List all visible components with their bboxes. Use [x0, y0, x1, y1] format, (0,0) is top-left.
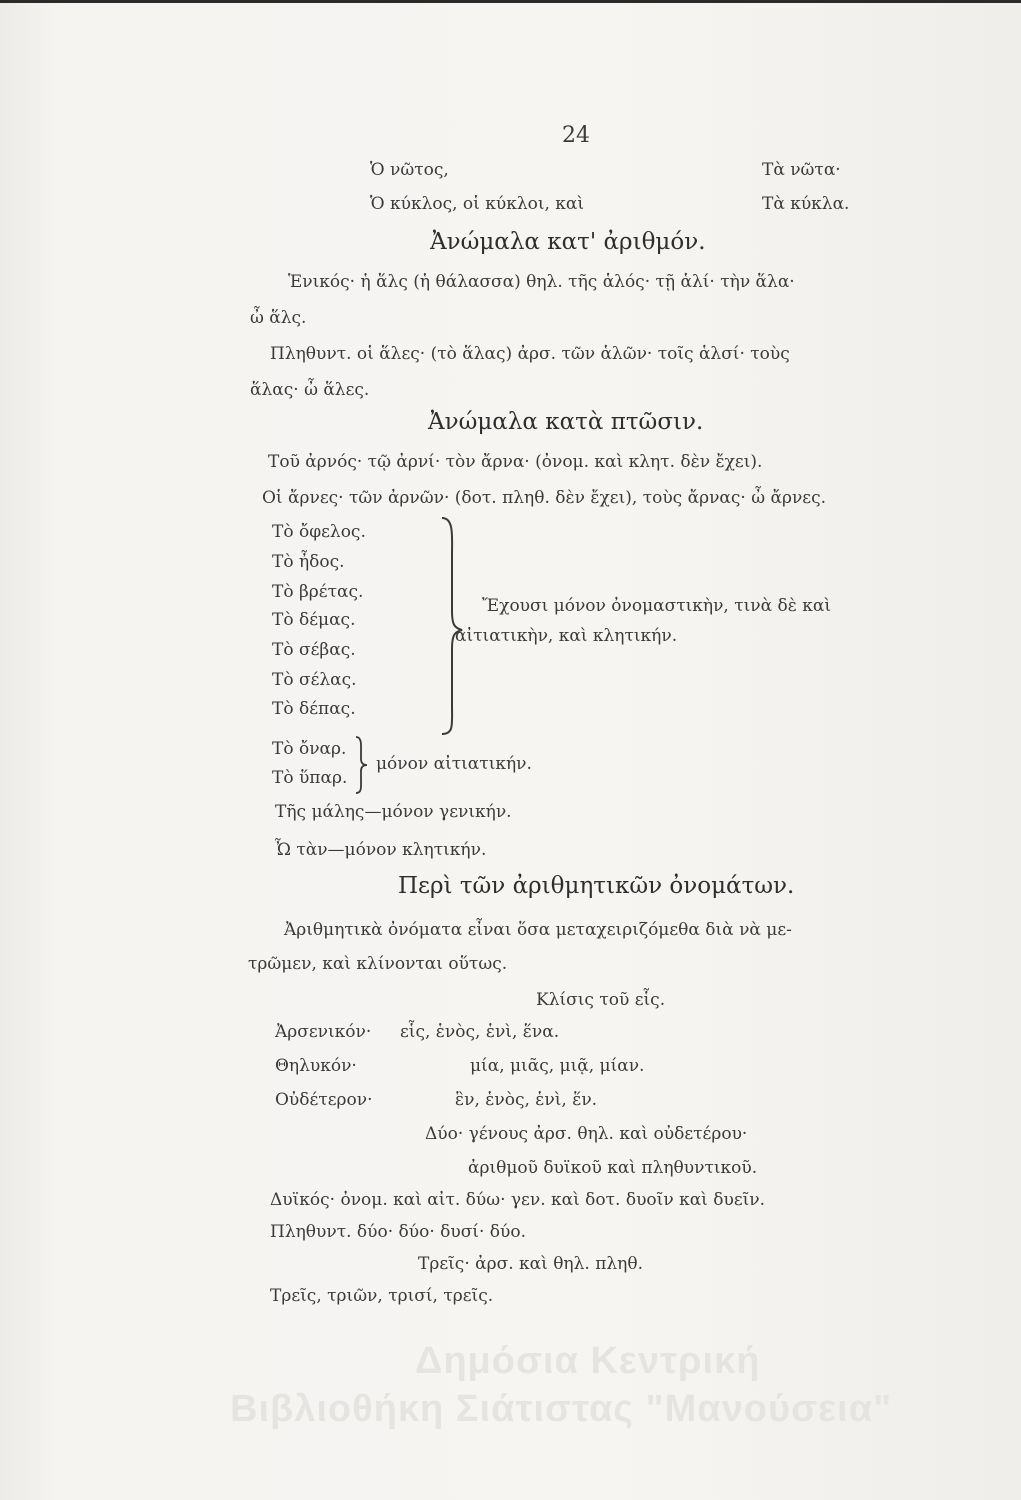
decl-forms-arsenikon: εἷς, ἑνὸς, ἑνὶ, ἕνα.: [400, 1022, 560, 1042]
group1-word: Τὸ σέλας.: [272, 670, 357, 690]
watermark-line-2: Βιβλιοθήκη Σιάτιστας "Μανούσεια": [230, 1388, 893, 1430]
heading-anomala-arithmon: Ἀνώμαλα κατ' ἀριθμόν.: [430, 229, 706, 255]
heading-anomala-ptosin: Ἀνώμαλα κατὰ πτῶσιν.: [428, 409, 704, 435]
line-malis: Τῆς μάλης—μόνον γενικήν.: [275, 802, 512, 822]
group2-note: μόνον αἰτιατικήν.: [376, 754, 532, 774]
group1-note-line-1: Ἔχουσι μόνον ὀνομαστικὴν, τινὰ δὲ καὶ: [482, 596, 832, 616]
group2-word: Τὸ ὕπαρ.: [272, 768, 348, 788]
paragraph-plithynt-line-1: Πληθυντ. οἱ ἅλες· (τὸ ἅλας) ἀρσ. τῶν ἁλῶν· τοῖς ἁλσί· τοὺς: [270, 344, 790, 364]
group1-word: Τὸ ἦδος.: [272, 552, 345, 572]
heading-arithmitikon: Περὶ τῶν ἀριθμητικῶν ὀνομάτων.: [398, 873, 795, 899]
decl-label-oudeteron: Οὐδέτερον·: [275, 1090, 373, 1110]
page-number: 24: [562, 123, 590, 148]
line-tan: Ὦ τὰν—μόνον κλητικήν.: [275, 840, 487, 860]
paragraph-plithynt-line-2: ἅλας· ὦ ἅλες.: [250, 380, 370, 400]
dyo-line-2: ἀριθμοῦ δυϊκοῦ καὶ πληθυντικοῦ.: [468, 1158, 758, 1178]
line-dyikos: Δυϊκός· ὀνομ. καὶ αἰτ. δύω· γεν. καὶ δοτ. δυοῖν καὶ δυεῖν.: [270, 1190, 766, 1210]
decl-label-arsenikon: Ἀρσενικόν·: [275, 1022, 372, 1042]
decl-forms-thilykon: μία, μιᾶς, μιᾷ, μίαν.: [470, 1056, 645, 1076]
row-1-right: Τὰ νῶτα·: [762, 160, 841, 180]
row-2-right: Τὰ κύκλα.: [762, 194, 850, 214]
group1-word: Τὸ δέμας.: [272, 610, 356, 630]
group1-word: Τὸ ὄφελος.: [272, 522, 366, 542]
group2-brace: [352, 735, 372, 795]
group2-word: Τὸ ὄναρ.: [272, 739, 347, 759]
decl-label-thilykon: Θηλυκόν·: [275, 1056, 357, 1076]
group1-word: Τὸ δέπας.: [272, 699, 356, 719]
group1-word: Τὸ σέβας.: [272, 640, 356, 660]
line-plithynt-dyo: Πληθυντ. δύο· δύο· δυσί· δύο.: [270, 1222, 526, 1242]
row-2-left: Ὁ κύκλος, οἱ κύκλοι, καὶ: [370, 194, 585, 214]
paragraph-arnes: Οἱ ἄρνες· τῶν ἀρνῶν· (δοτ. πληθ. δὲν ἔχει), τοὺς ἄρνας· ὦ ἄρνες.: [262, 488, 827, 508]
paragraph-enikos-line-1: Ἑνικός· ἡ ἅλς (ἡ θάλασσα) θηλ. τῆς ἁλός· τῇ ἁλί· τὴν ἅλα·: [288, 272, 795, 292]
line-treis-forms: Τρεῖς, τριῶν, τρισί, τρεῖς.: [270, 1286, 494, 1306]
paragraph-arithmitika-line-2: τρῶμεν, καὶ κλίνονται οὕτως.: [248, 954, 508, 974]
page-top-edge: [0, 0, 1021, 3]
decl-forms-oudeteron: ἓν, ἑνὸς, ἑνὶ, ἕν.: [455, 1090, 598, 1110]
group1-note-line-2: αἰτιατικὴν, καὶ κλητικήν.: [455, 626, 678, 646]
watermark-line-1: Δημόσια Κεντρική: [415, 1340, 761, 1382]
line-treis-head: Τρεῖς· ἀρσ. καὶ θηλ. πληθ.: [418, 1254, 643, 1274]
paragraph-enikos-line-2: ὦ ἅλς.: [250, 308, 307, 328]
heading-klisis-eis: Κλίσις τοῦ εἷς.: [536, 990, 666, 1010]
paragraph-arnos: Τοῦ ἀρνός· τῷ ἀρνί· τὸν ἄρνα· (ὀνομ. καὶ κλητ. δὲν ἔχει).: [268, 452, 763, 472]
row-1-left: Ὁ νῶτος,: [370, 160, 449, 180]
dyo-line-1: Δύο· γένους ἀρσ. θηλ. καὶ οὐδετέρου·: [425, 1124, 748, 1144]
paragraph-arithmitika-line-1: Ἀριθμητικὰ ὀνόματα εἶναι ὅσα μεταχειριζόμεθα διὰ νὰ με-: [284, 920, 792, 940]
group1-word: Τὸ βρέτας.: [272, 582, 364, 602]
